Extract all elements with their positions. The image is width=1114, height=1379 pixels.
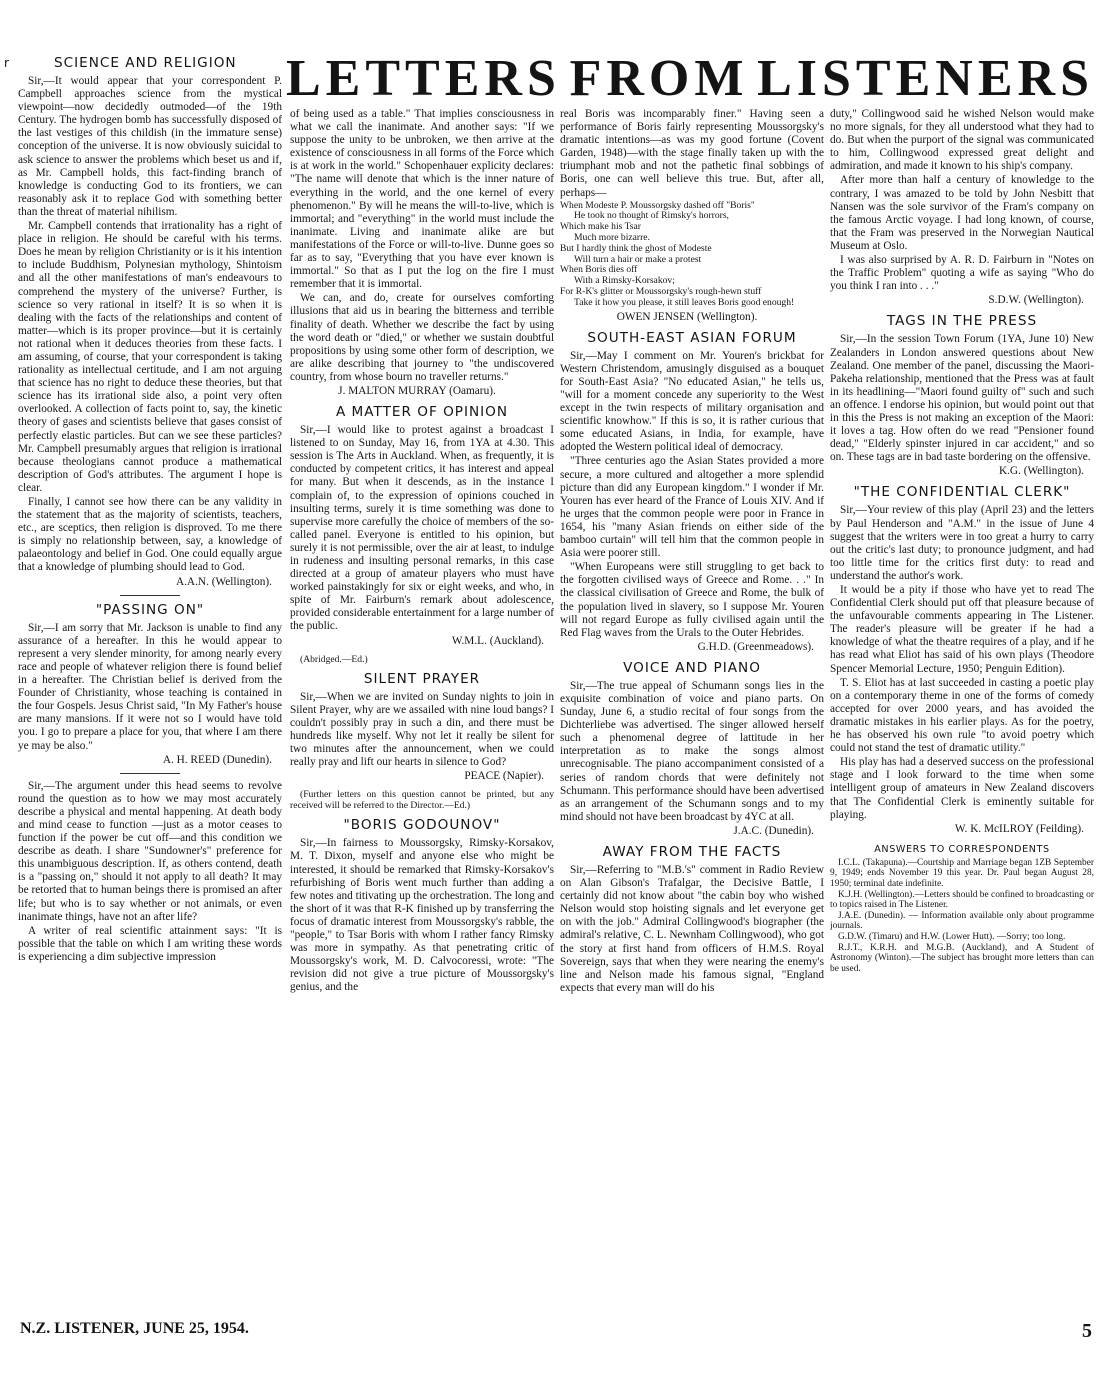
paragraph: After more than half a century of knowledge to the contrary, I was amazed to be told by John Nesbitt that Nansen was the sole survivor of the Fram's company on the famous Arctic voyage. I had long known, of course, that the Fram was preserved in the Norwegian Nautical Museum at Oslo. <box>830 174 1094 252</box>
answer-item: G.D.W. (Timaru) and H.W. (Lower Hutt). —Sorry; too long. <box>838 931 1066 942</box>
signature: OWEN JENSEN (Wellington). <box>616 310 758 323</box>
paragraph: Sir,—When we are invited on Sunday nights to join in Silent Prayer, why are we assailed with nine loud bangs? I couldn't possibly pray in such a din, and there must be hundreds like myself. Why not let it really be silent for two minutes after the announcement, when we could really pray and lift our hearts in silence to God? <box>290 690 554 769</box>
signature: J.A.C. (Dunedin). <box>733 824 814 837</box>
masthead-word-3: LISTENERS <box>757 50 1094 107</box>
paragraph: Sir,—It would appear that your correspondent P. Campbell approaches science from the mystical viewpoint—now decidedly outmoded—of the 19th Century. The hydrogen bomb has successfully disposed of the last vestiges of this childish (in the immature sense) conception of the universe. It is now obviously suicidal to ask science to answer the problems which beset us and if, as Mr. Campbell holds, this fact-finding branch of knowledge is conducting God to its frontiers, we can reasonably ask it to replace God with something better than the threat of material nihilism. <box>18 75 282 218</box>
paragraph: It would be a pity if those who have yet to read The Confidential Clerk should put off that pleasure because of the unfavourable comments appearing in The Listener. The reader's pleasure will be greater if he had a knowledge of what the theatre requires of a play, and if he has read what Eliot has said of his own plays (Theodore Spencer Memorial Lecture, 1950; Penguin Edition). <box>830 584 1094 675</box>
signature: W. K. McILROY (Feilding). <box>954 822 1084 835</box>
verse-line: When Modeste P. Moussorgsky dashed off "Boris" <box>560 199 755 211</box>
divider <box>120 595 180 596</box>
column-3 <box>560 108 824 1308</box>
paragraph: I was also surprised by A. R. D. Fairburn in "Notes on the Traffic Problem" quoting a wife as saying "Who do you think I ran into . . ." <box>830 254 1094 293</box>
masthead-word-1: LETTERS <box>286 50 561 107</box>
paragraph: His play has had a deserved success on the professional stage and I look forward to the time when some intelligent group of amateurs in New Zealand discovers that The Confidential Clerk is eminently suitable for playing. <box>830 756 1094 821</box>
corner-mark: r <box>4 56 9 70</box>
column-1 <box>18 55 282 1305</box>
letter-title: A MATTER OF OPINION <box>335 404 509 421</box>
column-4 <box>830 108 1094 1308</box>
editor-note: (Further letters on this question cannot be printed, but any received will be referred to the Director.—Ed.) <box>290 789 554 812</box>
verse-line: With a Rimsky-Korsakov; <box>574 275 675 287</box>
page-number: 5 <box>1082 1320 1092 1342</box>
signature: PEACE (Napier). <box>464 770 544 783</box>
signature: K.G. (Wellington). <box>998 465 1084 478</box>
answer-item: I.C.L. (Takapuna).—Courtship and Marriage began 1ZB September 9, 1949; ends November 19 this year. Dr. Paul began August 28, 1950; terminal date indefinite. <box>830 857 1094 889</box>
paragraph: duty," Collingwood said he wished Nelson would make no more signals, for they all understood what they had to do. But when the purport of the signal was communicated to him, Collingwood expressed great delight and admiration, and made it known to his ship's company. <box>830 108 1094 173</box>
letter-title: "BORIS GODOUNOV" <box>343 817 501 834</box>
paragraph: "When Europeans were still struggling to get back to the forgotten civilised ways of Greece and Rome. . ." In the classical civilisation of Greece and Rome, the bulk of the population lived in slavery, so I suppose Mr. Youren will not regard Europe as fully civilised again until the Red Flag waves from the Urals to the Outer Hebrides. <box>560 561 824 639</box>
paragraph: Sir,—The true appeal of Schumann songs lies in the exquisite combination of voice and piano parts. On Sunday, June 6, a studio recital of four songs from the Dichterliebe was advertised. The singer allowed herself such a phenomenal degree of lattitude in her interpretation as to make the songs almost unrecognisable. The piano accompaniment consisted of a series of random chords that were definitely not Schumann. This performance should have been advertised as an arrangement of the Schumann songs and to my mind should not have been broadcast by 4YC at all. <box>560 679 824 823</box>
paragraph: Sir,—Referring to "M.B.'s" comment in Radio Review on Alan Gibson's Trafalgar, the Decisive Battle, I certainly did not know about "the cabin boy who wished Nelson would stop hoisting signals and let everyone get on with the job." Admiral Collingwood's biographer (the admiral's relative, C. L. Newnham Collingwood), who got the story at first hand from officers of H.M.S. Royal Sovereign, says that when they were nearing the enemy's line and Nelson made his famous signal, "England expects that every man will do his <box>560 864 824 994</box>
signature: A.A.N. (Wellington). <box>175 575 272 588</box>
signature: W.M.L. (Auckland). <box>451 634 544 647</box>
letter-title: SCIENCE AND RELIGION <box>54 55 237 71</box>
answer-item: R.J.T., K.R.H. and M.G.B. (Auckland), and A Student of Astronomy (Winton).—The subject has brought more letters than can be used. <box>830 942 1094 974</box>
paragraph: of being used as a table." That implies consciousness in what we call the inanimate. And another says: "If we suppose the unity to be unbroken, we then arrive at the existence of consciousness in all forms of the Force which is at work in the world." Schopenhauer explicity declares: "The name will denote that which is the inner nature of everything in the world, and the one kernel of every phenomenon." By will he means the will-to-live, which is immortal; and "everything" in the world must include the inanimate. Living and inanimate alike are but manifestations of the Force or will-to-live. Dunne goes so far as to say, "Everything that you have ever known is immortal." So that as I put the log on the fire I must remember that it is immortal. <box>290 108 554 291</box>
publication-line: N.Z. LISTENER, JUNE 25, 1954. <box>20 1320 249 1337</box>
verse <box>560 201 824 309</box>
verse-line: When Boris dies off <box>560 264 638 276</box>
paragraph: We can, and do, create for ourselves comforting illusions that aid us in bearing the bitterness and terrible finality of death. Whether we describe the fact by using the word death or "died," or whether we sustain doubtful propositions by using some other form of description, we are alike describing that journey to "the undiscovered country, from whose bourn no traveller returns." <box>290 292 554 383</box>
paragraph: Sir,—The argument under this head seems to revolve round the question as to how we may most accurately describe a physical and mental happening. At death body and mind cease to function —just as a motor ceases to function if the power be cut off—and this condition we describe as death. I share "Sundowner's" preference for this unambiguous description. If, as others contend, death is a "passing on," should it not apply to all death? It may be retorted that to human beings there is promised an after life; but who is to say whether or not animals, or even inanimate things, have not an after life? <box>18 779 282 923</box>
signature: J. MALTON MURRAY (Oamaru). <box>338 384 496 397</box>
letter-title: SOUTH-EAST ASIAN FORUM <box>587 329 797 346</box>
paragraph: Sir,—Your review of this play (April 23) and the letters by Paul Henderson and "A.M." in the issue of June 4 suggest that the writers were in too great a hurry to carry out the critic's last duty; to pronounce judgment, and had too little time for the critics first duty: to read and understand the author's work. <box>830 504 1094 582</box>
answers-heading: ANSWERS TO CORRESPONDENTS <box>874 843 1050 855</box>
answer-item: J.A.E. (Dunedin). — Information available only about programme journals. <box>830 910 1094 932</box>
masthead-word-2: FROM <box>569 50 749 107</box>
letter-title: VOICE AND PIANO <box>623 659 761 676</box>
paragraph: Sir,—I am sorry that Mr. Jackson is unable to find any assurance of a hereafter. In this he would appear to represent a very slender minority, for among nearly every race and people of whatever religion there is found belief in a hereafter. The Christian belief is derived from the Founder of Christianity, whose teaching is contained in the four Gospels. Jesus Christ said, "In My Father's house are many mansions. If it were not so I would have told you. I go to prepare a place for you, that where I am there ye may be also." <box>18 621 282 752</box>
verse-line: He took no thought of Rimsky's horrors, <box>574 210 729 222</box>
paragraph: Finally, I cannot see how there can be any validity in the statement that as the majority of scientists, teachers, etc., are sceptics, then religion is disproved. To me there is simply no relationship between, say, a knowledge of palaeontology and belief in God. One could equally argue that a knowledge of plumbing should lead to God. <box>18 496 282 574</box>
signature: S.D.W. (Wellington). <box>988 294 1084 307</box>
paragraph: Mr. Campbell contends that irrationality has a right of place in religion. He should be careful with his terms. Does he mean by religion Christianity or is it his intention to include Buddhism, Polynesian mythology, Shintoism and all the other manifestations of man's endeavours to comprehend the mystery of the universe? Further, is science so very rational in itself? It is so when it is dealing with the facts of the relationships and content of matter—which is its proper province—but it is certainly not rational when it deduces theories from these facts. I am assuming, of course, that your correspondent is taking rationality as intellectual certitude, and I am not arguing that science has no right to deduce these theories, but that science has its irrational side also, a point very often overlooked. A collection of facts point to, say, the kinetic theory of gases and scientists believe that gases consist of perfectly elastic particles. But can we see these particles? Mr. Campbell presumably argues that religion is irrational because theologians cannot produce a mathematical description of God's attributes. The argument I hope is clear. <box>18 220 282 494</box>
column-2 <box>290 108 554 1308</box>
letter-title: TAGS IN THE PRESS <box>886 313 1038 330</box>
paragraph: T. S. Eliot has at last succeeded in casting a poetic play on a contemporary theme in one of the forms of comedy accepted for over 2000 years, and has avoided the dramatic mistakes in his earlier plays. As for the poetry, he has observed his own rule "to avoid poetry which could not stand the test of dramatic utility." <box>830 676 1094 755</box>
verse-line: Will turn a hair or make a protest <box>574 253 702 265</box>
masthead <box>286 50 1094 108</box>
paragraph: A writer of real scientific attainment says: "It is possible that the table on which I am writing these words is experiencing a dim subjective impression <box>18 924 282 963</box>
signature: A. H. REED (Dunedin). <box>162 753 272 766</box>
verse-line: For R-K's glitter or Moussorgsky's rough-hewn stuff <box>560 286 762 298</box>
answer-item: K.J.H. (Wellington).—Letters should be confined to broadcasting or to topics raised in The Listener. <box>830 889 1094 911</box>
letter-title: "THE CONFIDENTIAL CLERK" <box>853 484 1071 501</box>
verse-line: But I hardly think the ghost of Modeste <box>560 242 712 254</box>
paragraph: real Boris was incomparably finer." Having seen a performance of Boris fairly representing Moussorgsky's dramatic intentions—as was my good fortune (Covent Garden, 1948)—with the stage finally taken up with the triumphant mob and not the pathetic final sobbings of Boris, one can well believe this true. But, after all, perhaps— <box>560 108 824 199</box>
letter-title: SILENT PRAYER <box>363 670 481 687</box>
page-footer <box>20 1320 1100 1342</box>
verse-line: Which make his Tsar <box>560 221 641 233</box>
paragraph: Sir,—May I comment on Mr. Youren's brickbat for Western Christendom, amusingly disguised as a bouquet for South-East Asia? "No educated Asian," he tells us, "will for a moment concede any superiority to the West except in the twin respects of military organisation and scientific knowhow." If this is so, it is rather curious that some educated Asians, in India, for example, have adopted the Western political ideal of democracy. <box>560 349 824 454</box>
verse-line: Take it how you please, it still leaves Boris good enough! <box>574 296 795 308</box>
paragraph: Sir,—In the session Town Forum (1YA, June 10) New Zealanders in London answered questions about New Zealand. One member of the panel, discussing the Maori-Pakeha relationship, mentioned that the Press was at fault in its headlining—"Maori found guilty of" such and such an offence. I endorse his opinion, but would point out that in this the Press is not making an exception of the Maori: it loves a tag. How often do we read "Pensioner found dead," "Elderly spinster injured in car accident," and so on. These tags are in bad taste bordering on the offensive. <box>830 333 1094 464</box>
paragraph: Sir,—In fairness to Moussorgsky, Rimsky-Korsakov, M. T. Dixon, myself and anyone else who might be interested, it should be remarked that Rimsky-Korsakov's refurbishing of Boris went much further than adding a few notes and titivating up the orchestration. The long and the short of it was that R-K finished up by transferring the focus of dramatic interest from Moussorgsky's rabble, the "people," to Tsar Boris with whom I rather fancy Rimsky was more in sympathy. As that penetrating critic of Moussorgsky's work, M. D. Calvocoressi, wrote: "The revision did not give a true picture of Moussorgsky's genius, and the <box>290 837 554 994</box>
paragraph: "Three centuries ago the Asian States provided a more secure, a more cultured and altogether a more splendid picture than did any European kingdom." I wonder if Mr. Youren has ever heard of the France of Louis XIV. And if he urges that the common people were poor in France in 1654, his "many Asian friends on either side of the bamboo curtain" will tell him that the common people in Asia were poorer still. <box>560 455 824 560</box>
letter-title: AWAY FROM THE FACTS <box>602 844 782 860</box>
letter-title: "PASSING ON" <box>95 601 205 618</box>
signature: G.H.D. (Greenmeadows). <box>697 640 814 653</box>
editor-note: (Abridged.—Ed.) <box>300 653 368 665</box>
paragraph: Sir,—I would like to protest against a broadcast I listened to on Sunday, May 16, from 1YA at 4.30. This session is The Arts in Auckland. When, as frequently, it is conducted by competent critics, it has interest and appeal for many. But when it descends, as in the instance I complain of, to the expression of opinions couched in insulting terms, surely it is time something was done to supervise more carefully the choice of members of the so-called panel. Everyone is entitled to his opinion, but surely it is not permissible, over the air at least, to indulge in rudeness and insulting personal remarks, in this case directed at a group of amateur players who must have worked painstakingly for six or eight weeks, and who, in spite of Mr. Fairburn's remark about adolescence, provided considerable entertainment for a large number of the public. <box>290 424 554 633</box>
divider <box>120 773 180 774</box>
verse-line: Much more bizarre. <box>574 232 650 244</box>
